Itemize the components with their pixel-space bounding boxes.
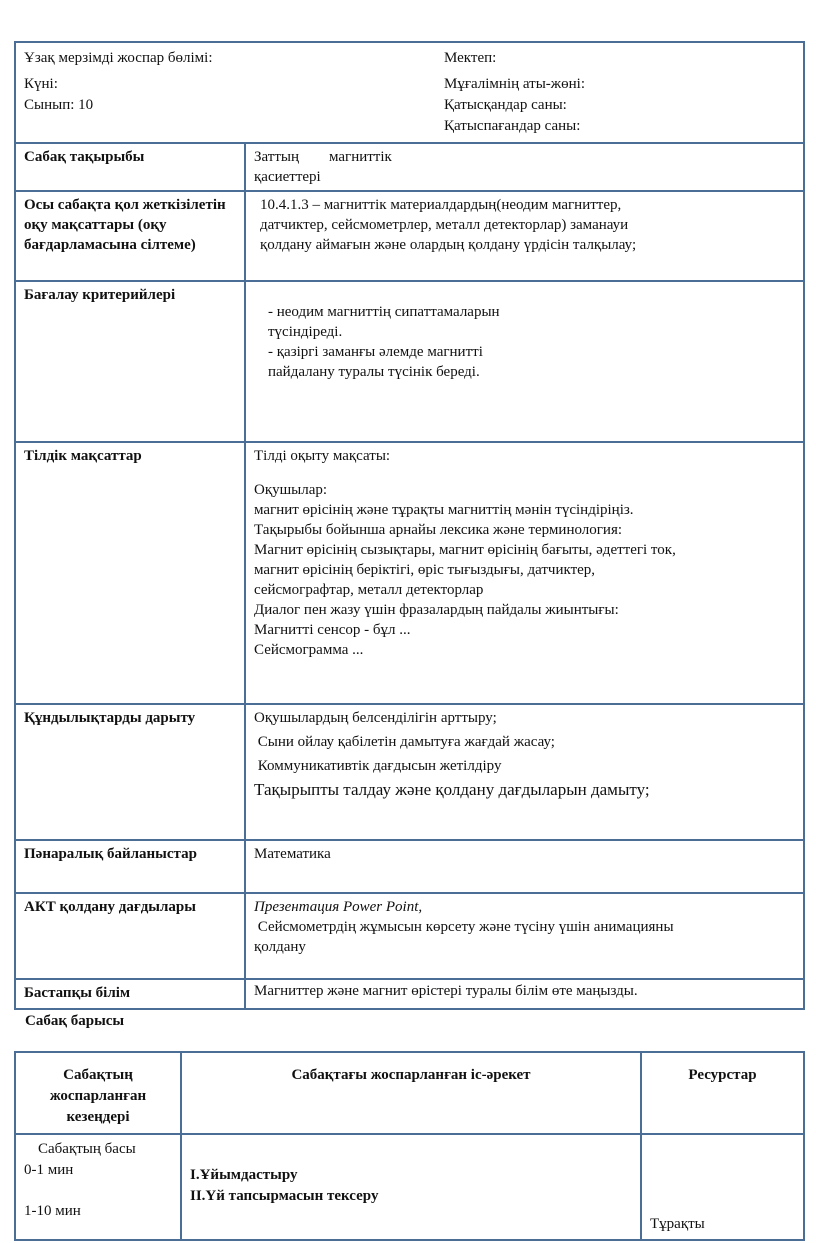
ict-skills-label: АКТ қолдану дағдылары <box>15 893 245 979</box>
lesson-progress-table <box>14 1051 805 1241</box>
resource-cell: Тұрақты <box>641 1134 804 1240</box>
ict-skills-value: Презентация Power Point, Сейсмометрдің жұмысын көрсету және түсіну үшін анимацияны қолдану <box>245 893 804 979</box>
lesson-plan-table <box>14 41 805 1010</box>
present-field: Қатысқандар саны: <box>444 97 567 113</box>
teacher-field: Мұғалімнің аты-жөні: <box>444 76 586 92</box>
resources-header: Ресурстар <box>641 1052 804 1134</box>
stage-cell: Сабақтың басы 0-1 мин 1-10 мин <box>15 1134 181 1240</box>
language-objectives-value: Тілді оқыту мақсаты: Оқушылар: магнит өрісінің және тұрақты магниттің мәнін түсіндіріңіз. Тақырыбы бойынша арнайы лексика және терминология: Магнит өрісінің сызықтары, магнит өрісінің бағыты, әдеттегі ток, магнит өрісінің беріктігі, өріс тығыздығы, датчиктер, сейсмографтар, металл детекторлар Диалог пен жазу үшін фразалардың пайдалы жиынтығы: Магнитті сенсор - бұл ... Сейсмограмма ... <box>245 442 804 704</box>
values-value: Оқушылардың белсенділігін арттыру; Сыни ойлау қабілетін дамытуға жағдай жасау; Коммуникативтік дағдысын жетілдіру Тақырыпты талдау және қолдану дағдыларын дамыту; <box>245 704 804 840</box>
topic-label: Сабақ тақырыбы <box>15 143 245 191</box>
cross-curricular-value: Математика <box>245 840 804 893</box>
lesson-progress-heading: Сабақ барысы <box>25 1013 125 1029</box>
learning-objectives-value: 10.4.1.3 – магниттік материалдардың(неодим магниттер, датчиктер, сейсмометрлер, металл детекторлар) заманауи қолдану аймағын және олардың қолдану үрдісін талқылау; <box>245 191 804 281</box>
topic-value: Заттың магниттік қасиеттері <box>245 143 804 191</box>
values-label: Құндылықтарды дарыту <box>15 704 245 840</box>
header-cell <box>15 42 804 143</box>
assessment-criteria-value: - неодим магниттің сипаттамаларын түсіндіреді. - қазіргі заманғы әлемде магнитті пайдалану туралы түсінік береді. <box>245 281 804 442</box>
absent-field: Қатыспағандар саны: <box>444 118 581 134</box>
prior-knowledge-value: Магниттер және магнит өрістері туралы білім өте маңызды. <box>245 979 804 1009</box>
learning-objectives-label: Осы сабақта қол жеткізілетін оқу мақсаттары (оқу бағдарламасына сілтеме) <box>15 191 245 281</box>
long-term-plan: Ұзақ мерзімді жоспар бөлімі: <box>24 50 213 66</box>
stages-header: Сабақтың жоспарланған кезеңдері <box>15 1052 181 1134</box>
school-field: Мектеп: <box>444 50 497 66</box>
cross-curricular-label: Пәнаралық байланыстар <box>15 840 245 893</box>
assessment-criteria-label: Бағалау критерийлері <box>15 281 245 442</box>
prior-knowledge-label: Бастапқы білім <box>15 979 245 1009</box>
grade-field: Сынып: 10 <box>24 97 94 113</box>
activity-header: Сабақтағы жоспарланған іс-әрекет <box>181 1052 641 1134</box>
language-objectives-label: Тілдік мақсаттар <box>15 442 245 704</box>
activity-cell: I.Ұйымдастыру II.Үй тапсырмасын тексеру <box>181 1134 641 1240</box>
date-field: Күні: <box>24 76 58 92</box>
